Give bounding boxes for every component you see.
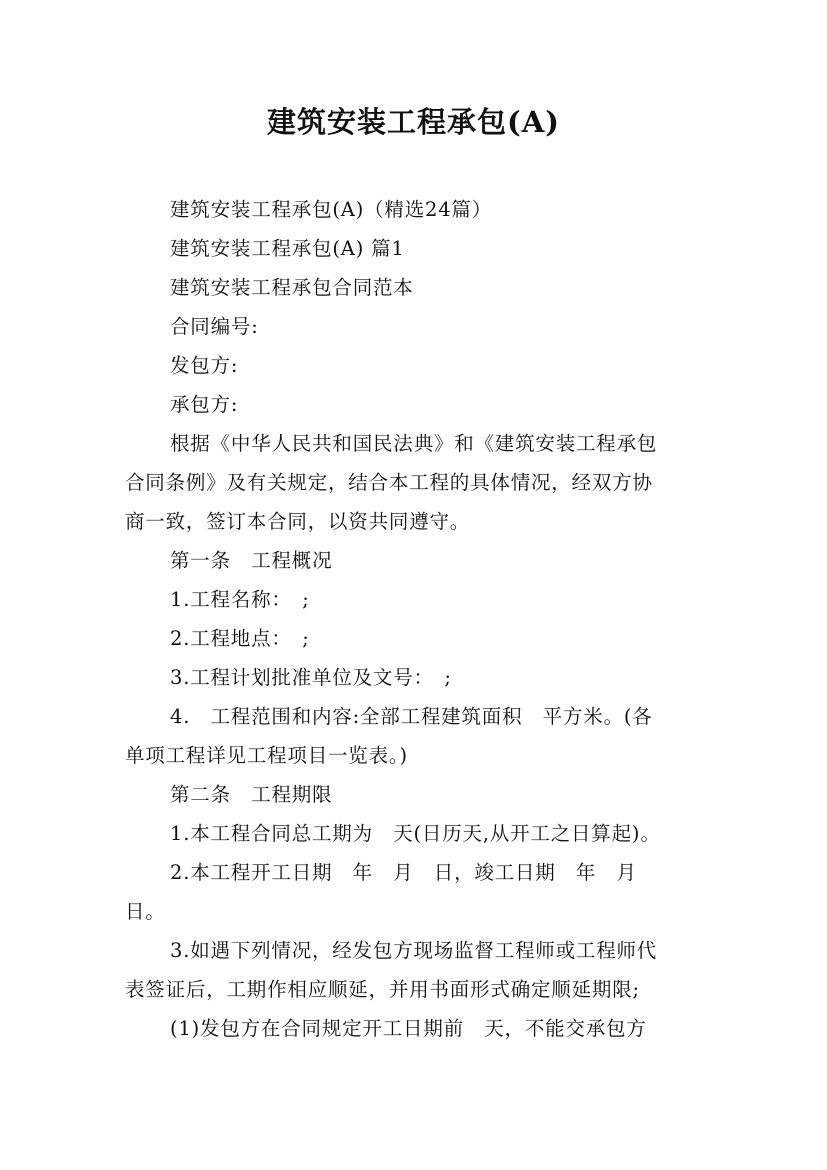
paragraph-line: 建筑安装工程承包(A) 篇1 [170, 237, 405, 260]
paragraph-line: 建筑安装工程承包合同范本 [170, 276, 414, 299]
paragraph-line: 4. 工程范围和内容:全部工程建筑面积 平方米。(各 [170, 705, 653, 728]
paragraph-line: 2.工程地点： ; [170, 627, 310, 650]
paragraph-line: 合同条例》及有关规定，结合本工程的具体情况，经双方协 [125, 471, 653, 494]
paragraph-line: (1)发包方在合同规定开工日期前 天，不能交承包方 [170, 1017, 647, 1040]
section-heading: 第二条 工程期限 [170, 783, 333, 806]
paragraph-line: 单项工程详见工程项目一览表。) [125, 744, 408, 767]
paragraph-line: 商一致，签订本合同，以资共同遵守。 [125, 510, 471, 533]
paragraph-line: 1.工程名称： ; [170, 588, 310, 611]
paragraph-line: 3.如遇下列情况，经发包方现场监督工程师或工程师代 [170, 939, 658, 962]
paragraph-line: 表签证后，工期作相应顺延，并用书面形式确定顺延期限; [125, 978, 640, 1001]
section-heading: 第一条 工程概况 [170, 549, 333, 572]
paragraph-line: 承包方: [170, 393, 239, 416]
paragraph-line: 合同编号: [170, 315, 259, 338]
paragraph-line: 根据《中华人民共和国民法典》和《建筑安装工程承包 [170, 432, 658, 455]
paragraph-line: 1.本工程合同总工期为 天(日历天,从开工之日算起)。 [170, 822, 661, 845]
paragraph-line: 建筑安装工程承包(A)（精选24篇） [170, 198, 493, 221]
paragraph-line: 日。 [125, 900, 166, 923]
paragraph-line: 发包方: [170, 354, 239, 377]
paragraph-line: 3.工程计划批准单位及文号： ; [170, 666, 452, 689]
document-title: 建筑安装工程承包(A) [267, 105, 560, 139]
paragraph-line: 2.本工程开工日期 年 月 日，竣工日期 年 月 [170, 861, 637, 884]
